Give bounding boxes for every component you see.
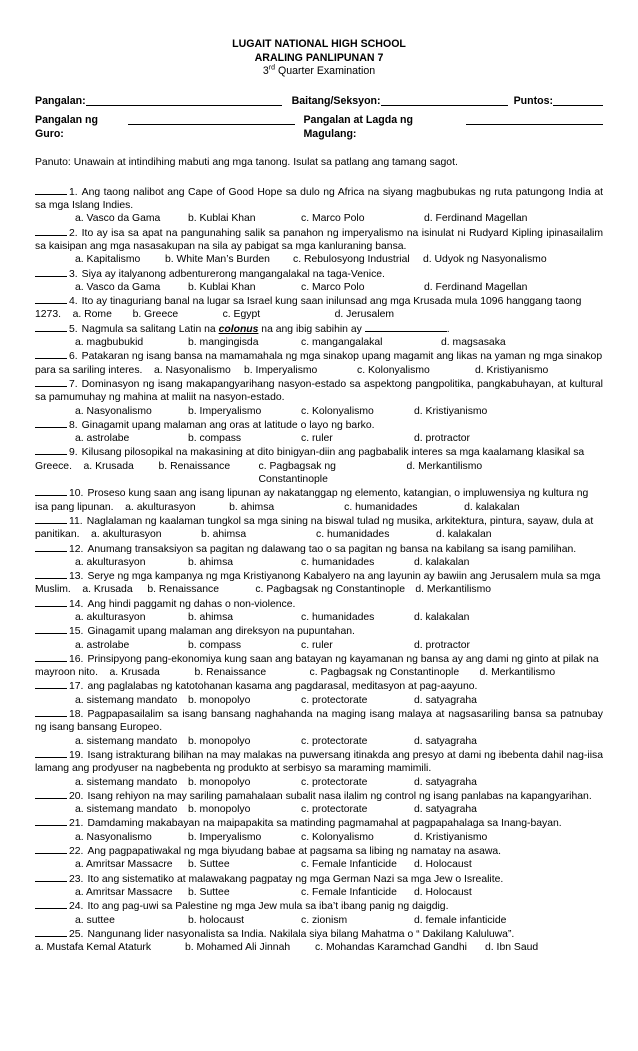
choices-row xyxy=(84,460,483,487)
question-item xyxy=(35,294,603,322)
choice-option[interactable]: a. akulturasyon xyxy=(91,529,162,541)
question-stem xyxy=(35,418,603,432)
question-text: Siya ay italyanong adbenturerong mangangalakal na taga-Venice. xyxy=(81,268,385,280)
choice-option[interactable]: d. Kristiyanismo xyxy=(475,364,549,376)
question-item xyxy=(35,445,603,486)
answer-blank[interactable] xyxy=(35,899,67,909)
choice-option[interactable]: a. Nasyonalismo xyxy=(75,405,152,417)
choices-row xyxy=(35,886,603,899)
fields-row-1 xyxy=(35,94,603,108)
choice-option[interactable]: d. protractor xyxy=(414,433,471,445)
question-text: Anumang transaksiyon sa pagitan ng dalawang tao o sa pagitan ng bansa na kabilang sa isang pamilihan. xyxy=(87,543,577,555)
question-stem xyxy=(35,267,603,281)
choice-option[interactable]: b. Renaissance xyxy=(194,667,267,679)
question-number: 13. xyxy=(69,571,84,583)
fill-in-line[interactable] xyxy=(365,322,447,332)
choices-row xyxy=(35,858,603,871)
choices-row xyxy=(35,803,603,816)
question-text: Ito ay tinaguriang banal na lugar sa Israel kung saan inilunsad ang mga Krusada mula 1096 hanggang taong 1273. xyxy=(35,296,582,321)
instructions: Panuto: Unawain at intindihing mabuti ang mga tanong. Isulat sa patlang ang tamang sagot. xyxy=(35,156,458,168)
choices-row xyxy=(35,281,603,294)
question-number: 23. xyxy=(69,873,84,885)
choice-option[interactable]: d. Holocaust xyxy=(414,886,472,898)
choice-option[interactable]: a. sistemang mandato xyxy=(75,804,178,816)
question-stem xyxy=(35,748,603,776)
question-item xyxy=(35,322,603,350)
choice-option[interactable]: d. kalakalan xyxy=(414,556,470,568)
question-number: 3. xyxy=(69,268,78,280)
question-text: Isang rehiyon na may sariling pamahalaan subalit nasa ilalim ng control ng isang panlabas na kapangyarihan. xyxy=(87,790,592,802)
question-stem xyxy=(35,844,603,858)
question-number: 21. xyxy=(69,818,84,830)
question-stem xyxy=(35,927,603,955)
answer-blank[interactable] xyxy=(35,267,67,277)
choice-option[interactable]: c. ruler xyxy=(301,433,333,445)
choices-row xyxy=(154,364,548,377)
question-number: 9. xyxy=(69,447,78,459)
question-number: 15. xyxy=(69,626,84,638)
choice-option[interactable]: a. akulturasyon xyxy=(125,501,196,513)
question-stem xyxy=(35,226,603,254)
answer-blank[interactable] xyxy=(35,652,67,662)
choices-row xyxy=(110,666,556,679)
choice-option[interactable]: d. satyagraha xyxy=(414,694,477,706)
choice-option[interactable]: b. ahimsa xyxy=(201,529,247,541)
question-number: 20. xyxy=(69,790,84,802)
question-text: Ginagamit upang malaman ang direksyon na pupuntahan. xyxy=(87,626,355,638)
parent-blank[interactable] xyxy=(466,113,603,125)
question-stem xyxy=(35,349,603,377)
choice-option[interactable]: c. Rebulosyong Industrial xyxy=(293,254,410,266)
question-text: . xyxy=(446,323,450,335)
question-item xyxy=(35,597,603,625)
choice-option[interactable]: d. satyagraha xyxy=(414,735,477,747)
question-item xyxy=(35,267,603,295)
question-stem xyxy=(35,294,603,322)
choice-option[interactable]: a. Vasco da Gama xyxy=(75,213,161,225)
question-item xyxy=(35,514,603,542)
question-item xyxy=(35,377,603,418)
choice-option[interactable]: c. Mohandas Karamchad Gandhi xyxy=(315,942,467,954)
choice-option[interactable]: b. ahimsa xyxy=(188,556,234,568)
question-stem xyxy=(35,377,603,405)
grade-section-blank[interactable] xyxy=(381,94,508,106)
choices-row xyxy=(35,212,603,225)
choice-option[interactable]: d. female infanticide xyxy=(414,914,507,926)
choice-option[interactable]: c. protectorate xyxy=(301,735,368,747)
choices-row xyxy=(82,583,491,596)
choice-option[interactable]: c. zionism xyxy=(301,914,348,926)
answer-blank[interactable] xyxy=(35,816,67,826)
question-item xyxy=(35,872,603,900)
choice-option[interactable]: c. Pagbagsak ng Constantinople xyxy=(309,667,460,679)
choice-option[interactable]: d. kalakalan xyxy=(414,612,470,623)
answer-blank[interactable] xyxy=(35,294,67,304)
choices-row xyxy=(35,914,603,927)
exam-page xyxy=(35,38,603,954)
choice-option[interactable]: c. humanidades xyxy=(344,501,418,513)
answer-blank[interactable] xyxy=(35,748,67,758)
choice-option[interactable]: b. monopolyo xyxy=(188,735,251,747)
question-text: Dominasyon ng isang makapangyarihang nasyon-estado sa aspektong pangpolitika, pangkabuhayan, at kultural sa pamumuhay ng mahina at maliit na nasyon-estado. xyxy=(35,378,603,404)
choice-option[interactable]: d. satyagraha xyxy=(414,804,477,816)
choice-option[interactable]: b. Imperyalismo xyxy=(188,405,262,417)
choice-option[interactable]: d. kalakalan xyxy=(436,529,492,541)
choice-option[interactable]: d. Ferdinand Magellan xyxy=(424,213,528,225)
exam-header xyxy=(35,38,603,79)
answer-blank[interactable] xyxy=(35,486,67,496)
choice-option[interactable]: c. humanidades xyxy=(301,556,375,568)
choice-option[interactable]: b. Suttee xyxy=(188,859,230,871)
choice-option[interactable]: b. monopolyo xyxy=(188,694,251,706)
choice-option[interactable]: a. astrolabe xyxy=(75,433,130,445)
question-stem xyxy=(35,322,603,336)
choice-option[interactable]: d. Kristiyanismo xyxy=(414,405,488,417)
choice-option[interactable]: b. Greece xyxy=(132,309,179,321)
answer-blank[interactable] xyxy=(35,185,67,195)
choice-option[interactable]: b. White Man’s Burden xyxy=(165,254,270,266)
question-stem xyxy=(35,872,603,886)
question-number: 14. xyxy=(69,598,84,610)
choices-row xyxy=(35,611,603,624)
choice-option[interactable]: d. magsasaka xyxy=(441,337,506,349)
fields-row-2 xyxy=(35,113,603,141)
question-text: Nagmula sa salitang Latin na xyxy=(81,323,219,335)
choice-option[interactable]: b. holocaust xyxy=(188,914,245,926)
choice-option[interactable]: a. Amritsar Massacre xyxy=(75,886,173,898)
choice-option[interactable]: b. monopolyo xyxy=(188,776,251,788)
question-stem xyxy=(35,652,603,680)
choice-option[interactable]: b. compass xyxy=(188,433,242,445)
question-stem xyxy=(35,624,603,638)
exam-ordinal: 3 xyxy=(262,65,269,77)
question-stem xyxy=(35,185,603,213)
question-text: ang paglalabas ng katotohanan kasama ang pagdarasal, meditasyon at pag-aayuno. xyxy=(87,681,478,693)
choice-option[interactable]: c. Marco Polo xyxy=(301,281,365,293)
question-number: 5. xyxy=(69,323,78,335)
question-stem xyxy=(35,445,603,486)
answer-blank[interactable] xyxy=(35,624,67,634)
score-blank[interactable] xyxy=(553,94,603,106)
choice-option[interactable]: a. Rome xyxy=(72,309,112,321)
choice-option[interactable]: a. Nasyonalismo xyxy=(154,364,231,376)
choice-option[interactable]: a. akulturasyon xyxy=(75,612,146,623)
question-stem xyxy=(35,816,603,830)
question-text: Serye ng mga kampanya ng mga Kristiyanong Kabalyero na ang layunin ay bawiin ang Jerusalem mula sa mga Muslim. xyxy=(35,571,601,596)
choice-option[interactable]: a. Krusada xyxy=(82,584,133,596)
answer-blank[interactable] xyxy=(35,418,67,428)
choice-option[interactable]: d. kalakalan xyxy=(464,501,520,513)
choice-option[interactable]: b. Imperyalismo xyxy=(244,364,318,376)
name-blank[interactable] xyxy=(86,94,282,106)
emphasized-term: colonus xyxy=(218,323,259,335)
choice-option[interactable]: c. Female Infanticide xyxy=(301,886,397,898)
choice-option[interactable]: c. Pagbagsak ng Constantinople xyxy=(255,584,405,596)
name-label: Pangalan: xyxy=(35,94,86,107)
choice-option[interactable]: c. protectorate xyxy=(301,776,368,788)
choices-row xyxy=(35,831,603,844)
question-number: 19. xyxy=(69,749,84,761)
question-number: 17. xyxy=(69,681,84,693)
answer-blank[interactable] xyxy=(35,226,67,236)
choice-option[interactable]: b. compass xyxy=(188,639,242,651)
choice-option[interactable]: c. Egypt xyxy=(222,309,261,321)
grade-section-label: Baitang/Seksyon: xyxy=(291,94,381,107)
choice-option[interactable]: c. Pagbagsak ng Constantinople xyxy=(258,460,336,486)
question-item xyxy=(35,542,603,570)
choice-option[interactable]: a. Vasco da Gama xyxy=(75,281,161,293)
choice-option[interactable]: b. Kublai Khan xyxy=(188,213,256,225)
choice-option[interactable]: a. Krusada xyxy=(109,667,160,679)
answer-blank[interactable] xyxy=(35,349,67,359)
choice-option[interactable]: d. Kristiyanismo xyxy=(414,831,488,843)
choice-option[interactable]: b. ahimsa xyxy=(229,501,275,513)
choice-option[interactable]: a. Mustafa Kemal Ataturk xyxy=(35,942,152,954)
choice-option[interactable]: b. ahimsa xyxy=(188,612,234,623)
question-item xyxy=(35,789,603,817)
question-item xyxy=(35,569,603,597)
choice-option[interactable]: a. sistemang mandato xyxy=(75,735,178,747)
choice-option[interactable]: d. Ferdinand Magellan xyxy=(424,281,528,293)
question-item xyxy=(35,844,603,872)
choice-option[interactable]: b. Mohamed Ali Jinnah xyxy=(185,942,291,954)
question-stem xyxy=(35,486,603,514)
choice-option[interactable]: d. Ibn Saud xyxy=(485,942,539,954)
choice-option[interactable]: a. Kapitalismo xyxy=(75,254,141,266)
question-text: na ang ibig sabihin ay xyxy=(258,323,362,335)
question-text: Pagpapasailalim sa isang bansang naghahanda na maging isang malaya at nagsasariling bansa sa patnubay ng isang bansang Europeo. xyxy=(35,709,603,734)
choice-option[interactable]: c. Kolonyalismo xyxy=(301,831,374,843)
question-text: Ang taong nalibot ang Cape of Good Hope sa dulo ng Africa na siyang magbubukas ng ruta patungong India at sa mga Islang Indies. xyxy=(35,186,603,212)
parent-label: Pangalan at Lagda ng Magulang: xyxy=(303,113,413,140)
choice-option[interactable]: c. humanidades xyxy=(301,612,375,623)
answer-blank[interactable] xyxy=(35,789,67,799)
answer-blank[interactable] xyxy=(35,872,67,882)
answer-blank[interactable] xyxy=(35,844,67,854)
choice-option[interactable]: c. Female Infanticide xyxy=(301,859,397,871)
choice-option[interactable]: c. ruler xyxy=(301,639,333,651)
choice-option[interactable]: c. Marco Polo xyxy=(301,213,365,225)
question-text: Ito ay isa sa apat na pangunahing salik sa panahon ng imperyalismo na isinulat ni Rudyard Kipling ipinasailalim sa kaisipan ang mga nasasakupan na sila ay pabigat sa mga kanluraning bansa. xyxy=(35,227,603,252)
choice-option[interactable]: d. Merkantilismo xyxy=(479,667,556,679)
choices-row xyxy=(35,941,538,954)
question-number: 16. xyxy=(69,653,84,665)
question-number: 24. xyxy=(69,901,84,913)
question-text: Damdaming makabayan na maipapakita sa matinding pagmamahal at pagpapahalaga sa Inang-bayan. xyxy=(87,818,562,830)
choice-option[interactable]: b. Imperyalismo xyxy=(188,831,262,843)
choice-option[interactable]: a. sistemang mandato xyxy=(75,776,178,788)
question-number: 2. xyxy=(69,227,78,239)
question-text: Patakaran ng isang bansa na mamamahala ng mga sinakop upang magamit ang likas na yaman ng mga sinakop para sa sariling interes. xyxy=(35,351,603,376)
question-number: 11. xyxy=(69,515,83,527)
question-stem xyxy=(35,679,603,693)
choices-row xyxy=(35,776,603,789)
question-text: Kilusang pilosopikal na makasining at dito binigyan-diin ang pagbabalik interes sa mga kaalamang klasikal sa Greece. xyxy=(35,447,585,472)
question-item xyxy=(35,707,603,748)
choices-row xyxy=(35,432,603,445)
question-item xyxy=(35,226,603,267)
choice-option[interactable]: a. akulturasyon xyxy=(75,556,146,568)
question-stem xyxy=(35,597,603,611)
school-name: LUGAIT NATIONAL HIGH SCHOOL xyxy=(232,38,406,50)
choices-row xyxy=(35,556,603,569)
choice-option[interactable]: a. Amritsar Massacre xyxy=(75,859,173,871)
answer-blank[interactable] xyxy=(35,927,67,937)
question-number: 12. xyxy=(69,543,84,555)
question-text: Ang hindi paggamit ng dahas o non-violence. xyxy=(87,598,296,610)
question-text: Ginagamit upang malaman ang oras at latitude o layo ng barko. xyxy=(81,419,375,431)
choice-option[interactable]: d. protractor xyxy=(414,639,471,651)
question-number: 10. xyxy=(69,488,84,500)
question-number: 22. xyxy=(69,846,84,858)
question-stem xyxy=(35,899,603,913)
score-label: Puntos: xyxy=(513,94,553,107)
choice-option[interactable]: d. Holocaust xyxy=(414,859,472,871)
question-item xyxy=(35,899,603,927)
answer-blank[interactable] xyxy=(35,679,67,689)
choice-option[interactable]: a. sistemang mandato xyxy=(75,694,178,706)
question-stem xyxy=(35,542,603,556)
question-number: 4. xyxy=(69,296,78,308)
exam-ordinal-suffix: rd xyxy=(268,64,276,72)
answer-blank[interactable] xyxy=(35,377,67,387)
question-stem xyxy=(35,707,603,735)
choices-row xyxy=(35,253,603,266)
choice-option[interactable]: d. satyagraha xyxy=(414,776,477,788)
question-item xyxy=(35,486,603,514)
choices-row xyxy=(35,336,603,349)
choice-option[interactable]: b. Kublai Khan xyxy=(188,281,256,293)
question-item xyxy=(35,679,603,707)
question-item xyxy=(35,927,603,955)
exam-title-rest: Quarter Examination xyxy=(275,65,376,77)
choice-option[interactable]: c. humanidades xyxy=(316,529,390,541)
choice-option[interactable]: c. Kolonyalismo xyxy=(357,364,430,376)
question-item xyxy=(35,624,603,652)
choices-row xyxy=(35,639,603,652)
answer-blank[interactable] xyxy=(35,707,67,717)
answer-blank[interactable] xyxy=(35,569,67,579)
question-text: Prinsipyong pang-ekonomiya kung saan ang batayan ng kayamanan ng bansa ay ang dami ng ginto at pilak na mayroon nito. xyxy=(35,653,599,679)
question-stem xyxy=(35,514,603,542)
choice-option[interactable]: b. Renaissance xyxy=(147,584,219,596)
question-text: Ito ang pag-uwi sa Palestine ng mga Jew mula sa iba’t ibang panig ng daigdig. xyxy=(87,901,449,913)
question-item xyxy=(35,185,603,226)
choices-row xyxy=(125,501,519,514)
answer-blank[interactable] xyxy=(35,542,67,552)
choice-option[interactable]: b. monopolyo xyxy=(188,804,251,816)
choice-option[interactable]: d. Udyok ng Nasyonalismo xyxy=(423,254,547,266)
question-text: Isang istrakturang bilihan na may malakas na puwersang itinakda ang presyo at dami ng ibebenta dahil nag-iisa lamang ang prodyuser na nagbebenta ng produkto at serbisyo sa maraming mamimili. xyxy=(35,749,603,775)
question-number: 25. xyxy=(69,928,84,940)
question-text: Ang pagpapatiwakal ng mga biyudang babae at pagsama sa libing ng namatay na asawa. xyxy=(87,846,502,858)
question-text: Proseso kung saan ang isang lipunan ay nakatanggap ng elemento, katangian, o impluwensiya ng kultura ng isa pang lipunan. xyxy=(35,488,589,513)
choice-option[interactable]: d. Merkantilismo xyxy=(406,460,483,472)
choice-option[interactable]: a. astrolabe xyxy=(75,639,130,651)
question-list xyxy=(35,185,603,955)
choice-option[interactable]: b. Renaissance xyxy=(158,460,231,472)
question-item xyxy=(35,349,603,377)
teacher-blank[interactable] xyxy=(128,113,295,125)
choice-option[interactable]: b. Suttee xyxy=(188,886,230,898)
question-text: Ito ang sistematiko at malawakang pagpatay ng mga German Nazi sa mga Jew o Isrealite. xyxy=(87,873,504,885)
exam-title xyxy=(35,65,603,79)
question-stem xyxy=(35,569,603,597)
choice-option[interactable]: c. protectorate xyxy=(301,804,368,816)
choices-row xyxy=(35,735,603,748)
choices-row xyxy=(73,308,394,321)
answer-blank[interactable] xyxy=(35,445,67,455)
choice-option[interactable]: a. Nasyonalismo xyxy=(75,831,152,843)
question-item xyxy=(35,652,603,680)
answer-blank[interactable] xyxy=(35,514,67,524)
choice-option[interactable]: a. magbubukid xyxy=(75,337,144,349)
question-stem xyxy=(35,789,603,803)
question-number: 6. xyxy=(69,351,78,363)
answer-blank[interactable] xyxy=(35,597,67,607)
question-text: Nangunang lider nasyonalista sa India. Nakilala siya bilang Mahatma o “ Dakilang Kaluluwa”. xyxy=(87,928,515,940)
subject-title: ARALING PANLIPUNAN 7 xyxy=(254,51,384,64)
choice-option[interactable]: c. Kolonyalismo xyxy=(301,405,374,417)
answer-blank[interactable] xyxy=(35,322,67,332)
question-item xyxy=(35,418,603,446)
question-number: 18. xyxy=(69,709,84,721)
choice-option[interactable]: a. Krusada xyxy=(83,460,134,472)
question-item xyxy=(35,748,603,789)
choice-option[interactable]: a. suttee xyxy=(75,914,115,926)
choice-option[interactable]: d. Merkantilismo xyxy=(415,584,492,596)
question-item xyxy=(35,816,603,844)
question-number: 1. xyxy=(69,186,78,198)
choice-option[interactable]: b. mangingisda xyxy=(188,337,259,349)
question-text: Naglalaman ng kaalaman tungkol sa mga sining na biswal tulad ng musika, arkitektura, pintura, sayaw, dula at panitikan. xyxy=(35,515,594,541)
choice-option[interactable]: d. Jerusalem xyxy=(334,309,395,321)
question-number: 7. xyxy=(69,378,78,390)
choice-option[interactable]: c. protectorate xyxy=(301,694,368,706)
choices-row xyxy=(91,528,491,541)
choices-row xyxy=(35,694,603,707)
question-number: 8. xyxy=(69,419,78,431)
choices-row xyxy=(35,405,603,418)
teacher-label: Pangalan ng Guro: xyxy=(35,113,98,140)
choice-option[interactable]: c. mangangalakal xyxy=(301,337,383,349)
